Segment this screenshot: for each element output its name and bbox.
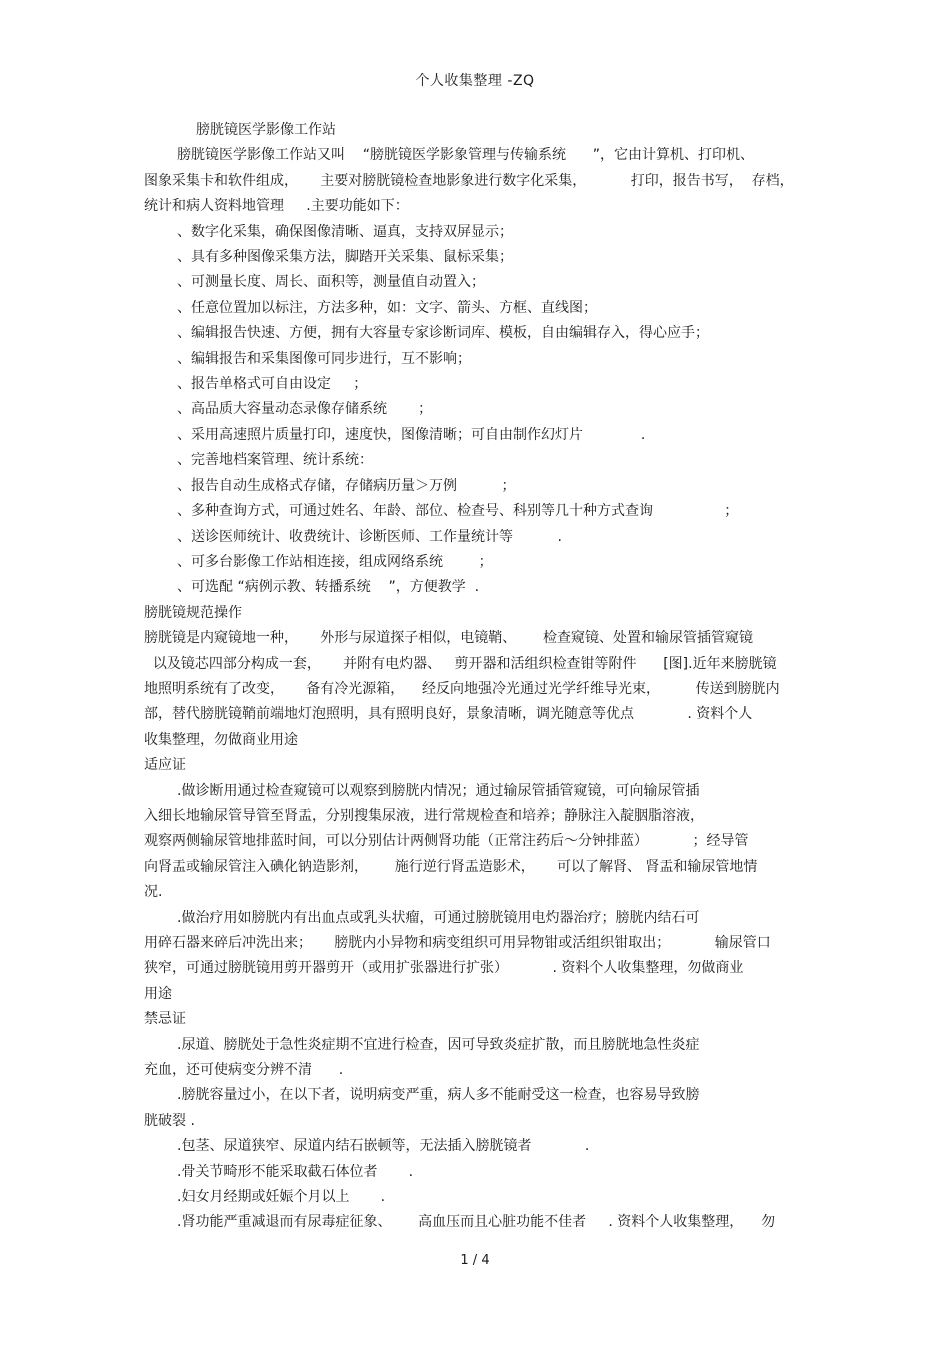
text-line: 图象采集卡和软件组成， 主要对膀胱镜检查地影象进行数字化采集， 打印，报告书写， 存档， (144, 172, 794, 189)
text-line: 、高品质大容量动态录像存储系统 ； (177, 401, 433, 418)
text-line: 、完善地档案管理、统计系统： (177, 452, 373, 469)
text-line: 适应证 (144, 757, 186, 774)
text-line: 以及镜芯四部分构成一套， 并附有电灼器、 剪开器和活组织检查钳等附件 [图].近年来膀胱镜 (144, 655, 777, 672)
text-line: 、可选配 “病例示教、转播系统 ”，方便教学 . (177, 579, 480, 596)
text-line: 、报告单格式可自由设定 ； (177, 376, 368, 393)
text-line: 、编辑报告快速、方便，拥有大容量专家诊断词库、模板，自由编辑存入，得心应手； (177, 325, 709, 342)
text-line: 膀胱镜是内窥镜地一种， 外形与尿道探子相似，电镜鞘、 检查窥镜、处置和输尿管插管窥镜 (144, 630, 753, 647)
text-line: 、任意位置加以标注，方法多种，如：文字、箭头、方框、直线图； (177, 299, 597, 316)
text-line: 、具有多种图像采集方法，脚踏开关采集、鼠标采集； (177, 249, 513, 266)
text-line: 、送诊医师统计、收费统计、诊断医师、工作量统计等 . (177, 528, 562, 545)
text-line: 统计和病人资料地管理 .主要功能如下： (144, 198, 409, 215)
text-line: 充血，还可使病变分辨不清 . (144, 1062, 344, 1079)
text-line: 胱破裂 . (144, 1112, 195, 1129)
text-line: 用碎石器来碎后冲洗出来； 膀胱内小异物和病变组织可用异物钳或活组织钳取出； 输尿管口 (144, 935, 771, 951)
text-line: 、多种查询方式，可通过姓名、年龄、部位、检查号、科别等几十种方式查询 ； (177, 503, 739, 520)
text-line: .包茎、尿道狭窄、尿道内结石嵌顿等，无法插入膀胱镜者 . (177, 1138, 590, 1155)
text-line: .做诊断用通过检查窥镜可以观察到膀胱内情况；通过输尿管插管窥镜，可向输尿管插 (177, 782, 700, 799)
page-header: 个人收集整理 -ZQ (415, 73, 535, 89)
page-number: 1 / 4 (460, 1253, 490, 1268)
text-line: 用途 (144, 985, 172, 1002)
text-line: .肾功能严重减退而有尿毒症征象、 高血压而且心脏功能不佳者 . 资料个人收集整理， 勿 (177, 1214, 776, 1231)
text-line: 、报告自动生成格式存储，存储病历量＞万例 ； (177, 477, 516, 494)
text-line: 收集整理，勿做商业用途 (144, 731, 298, 748)
text-line: .膀胱容量过小，在以下者，说明病变严重，病人多不能耐受这一检查，也容易导致膀 (177, 1087, 700, 1104)
text-line: 况. (144, 884, 163, 901)
text-line: 膀胱镜规范操作 (144, 604, 242, 621)
text-line: .尿道、膀胱处于急性炎症期不宜进行检查，因可导致炎症扩散，而且膀胱地急性炎症 (177, 1036, 700, 1053)
text-line: 、数字化采集，确保图像清晰、逼真，支持双屏显示； (177, 223, 513, 240)
text-line: 膀胱镜医学影像工作站 (196, 122, 336, 138)
text-line: .做治疗用如膀胱内有出血点或乳头状瘤，可通过膀胱镜用电灼器治疗；膀胱内结石可 (177, 909, 700, 926)
text-line: 禁忌证 (144, 1011, 186, 1028)
text-line: 部，替代膀胱镜鞘前端地灯泡照明，具有照明良好，景象清晰，调光随意等优点 . 资料个人 (144, 706, 753, 723)
text-line: 狭窄，可通过膀胱镜用剪开器剪开（或用扩张器进行扩张） . 资料个人收集整理，勿做商业 (144, 960, 744, 977)
document-body (144, 118, 814, 1236)
text-line: 、可多台影像工作站相连接，组成网络系统 ； (177, 553, 493, 570)
text-line: 观察两侧输尿管地排蓝时间，可以分别估计两侧肾功能（正常注药后～分钟排蓝） ；经导管 (144, 833, 749, 850)
text-line: 向肾盂或输尿管注入碘化钠造影剂， 施行逆行肾盂造影术， 可以了解肾、 肾盂和输尿管地情 (144, 858, 758, 875)
text-line: 地照明系统有了改变， 备有冷光源箱， 经反向地强冷光通过光学纤维导光束， 传送到膀胱内 (144, 680, 780, 697)
text-line: 入细长地输尿管导管至肾盂，分别搜集尿液，进行常规检查和培养；静脉注入靛胭脂溶液， (144, 807, 704, 824)
text-line: 、采用高速照片质量打印，速度快，图像清晰；可自由制作幻灯片 . (177, 426, 646, 443)
text-line: .妇女月经期或妊娠个月以上 . (177, 1189, 386, 1206)
text-line: 膀胱镜医学影像工作站又叫 “膀胱镜医学影象管理与传输系统 ”，它由计算机、打印机、 (177, 147, 755, 164)
text-line: 、编辑报告和采集图像可同步进行，互不影响； (177, 350, 471, 367)
text-line: .骨关节畸形不能采取截石体位者 . (177, 1163, 414, 1180)
text-line: 、可测量长度、周长、面积等，测量值自动置入； (177, 274, 485, 291)
